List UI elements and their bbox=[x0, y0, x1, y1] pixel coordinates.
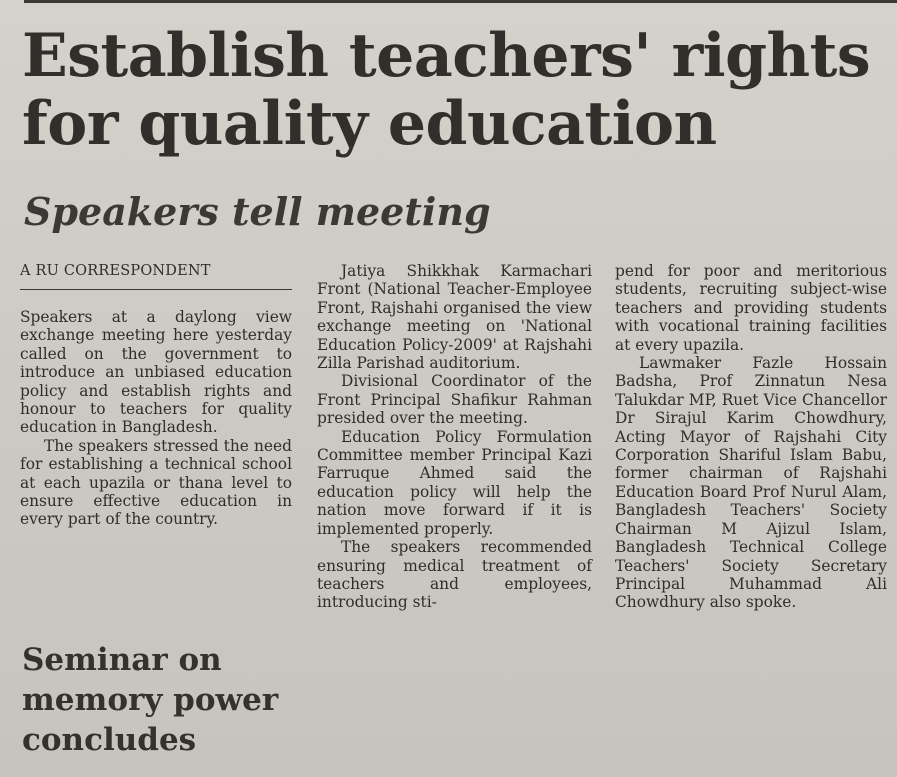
top-rule bbox=[24, 0, 897, 3]
next-article-headline: Seminar on memory power concludes bbox=[22, 642, 279, 758]
paragraph: Speakers at a daylong view exchange meeting here yesterday called on the government to introduce an unbiased education policy and establish rights and honour to teachers for quality education in Bangladesh. bbox=[20, 308, 292, 437]
paragraph: Divisional Coordinator of the Front Principal Shafikur Rahman presided over the meeting. bbox=[317, 372, 592, 428]
paragraph: pend for poor and meritorious students, recruiting subject-wise teachers and providing students with vocational training facilities at every upazila. bbox=[615, 262, 887, 354]
article-column-3 bbox=[615, 262, 887, 612]
article-subhead: Speakers tell meeting bbox=[24, 189, 491, 234]
paragraph: Lawmaker Fazle Hossain Badsha, Prof Zinnatun Nesa Talukdar MP, Ruet Vice Chancellor Dr Sirajul Karim Chowdhury, Acting Mayor of Rajshahi City Corporation Shariful Islam Babu, former chairman of Rajshahi Education Board Prof Nurul Alam, Bangladesh Teachers' Society Chairman M Ajizul Islam, Bangladesh Technical College Teachers' Society Secretary Principal Muhammad Ali Chowdhury also spoke. bbox=[615, 354, 887, 612]
article-column-1 bbox=[20, 262, 292, 529]
headline-line-2: for quality education bbox=[22, 89, 717, 159]
paragraph: The speakers recommended ensuring medical treatment of teachers and employees, introducing sti- bbox=[317, 538, 592, 612]
article-headline bbox=[22, 22, 897, 158]
byline: A RU CORRESPONDENT bbox=[20, 262, 292, 290]
headline-line-1: Establish teachers' rights bbox=[22, 21, 871, 91]
paragraph: Jatiya Shikkhak Karmachari Front (National Teacher-Employee Front, Rajshahi organised the view exchange meeting on 'National Education Policy-2009' at Rajshahi Zilla Parishad auditorium. bbox=[317, 262, 592, 373]
article-column-2 bbox=[317, 262, 592, 612]
paragraph: Education Policy Formulation Committee member Principal Kazi Farruque Ahmed said the education policy will help the nation move forward if it is implemented properly. bbox=[317, 427, 592, 538]
paragraph: The speakers stressed the need for establishing a technical school at each upazila or thana level to ensure effective education in every part of the country. bbox=[20, 436, 292, 529]
